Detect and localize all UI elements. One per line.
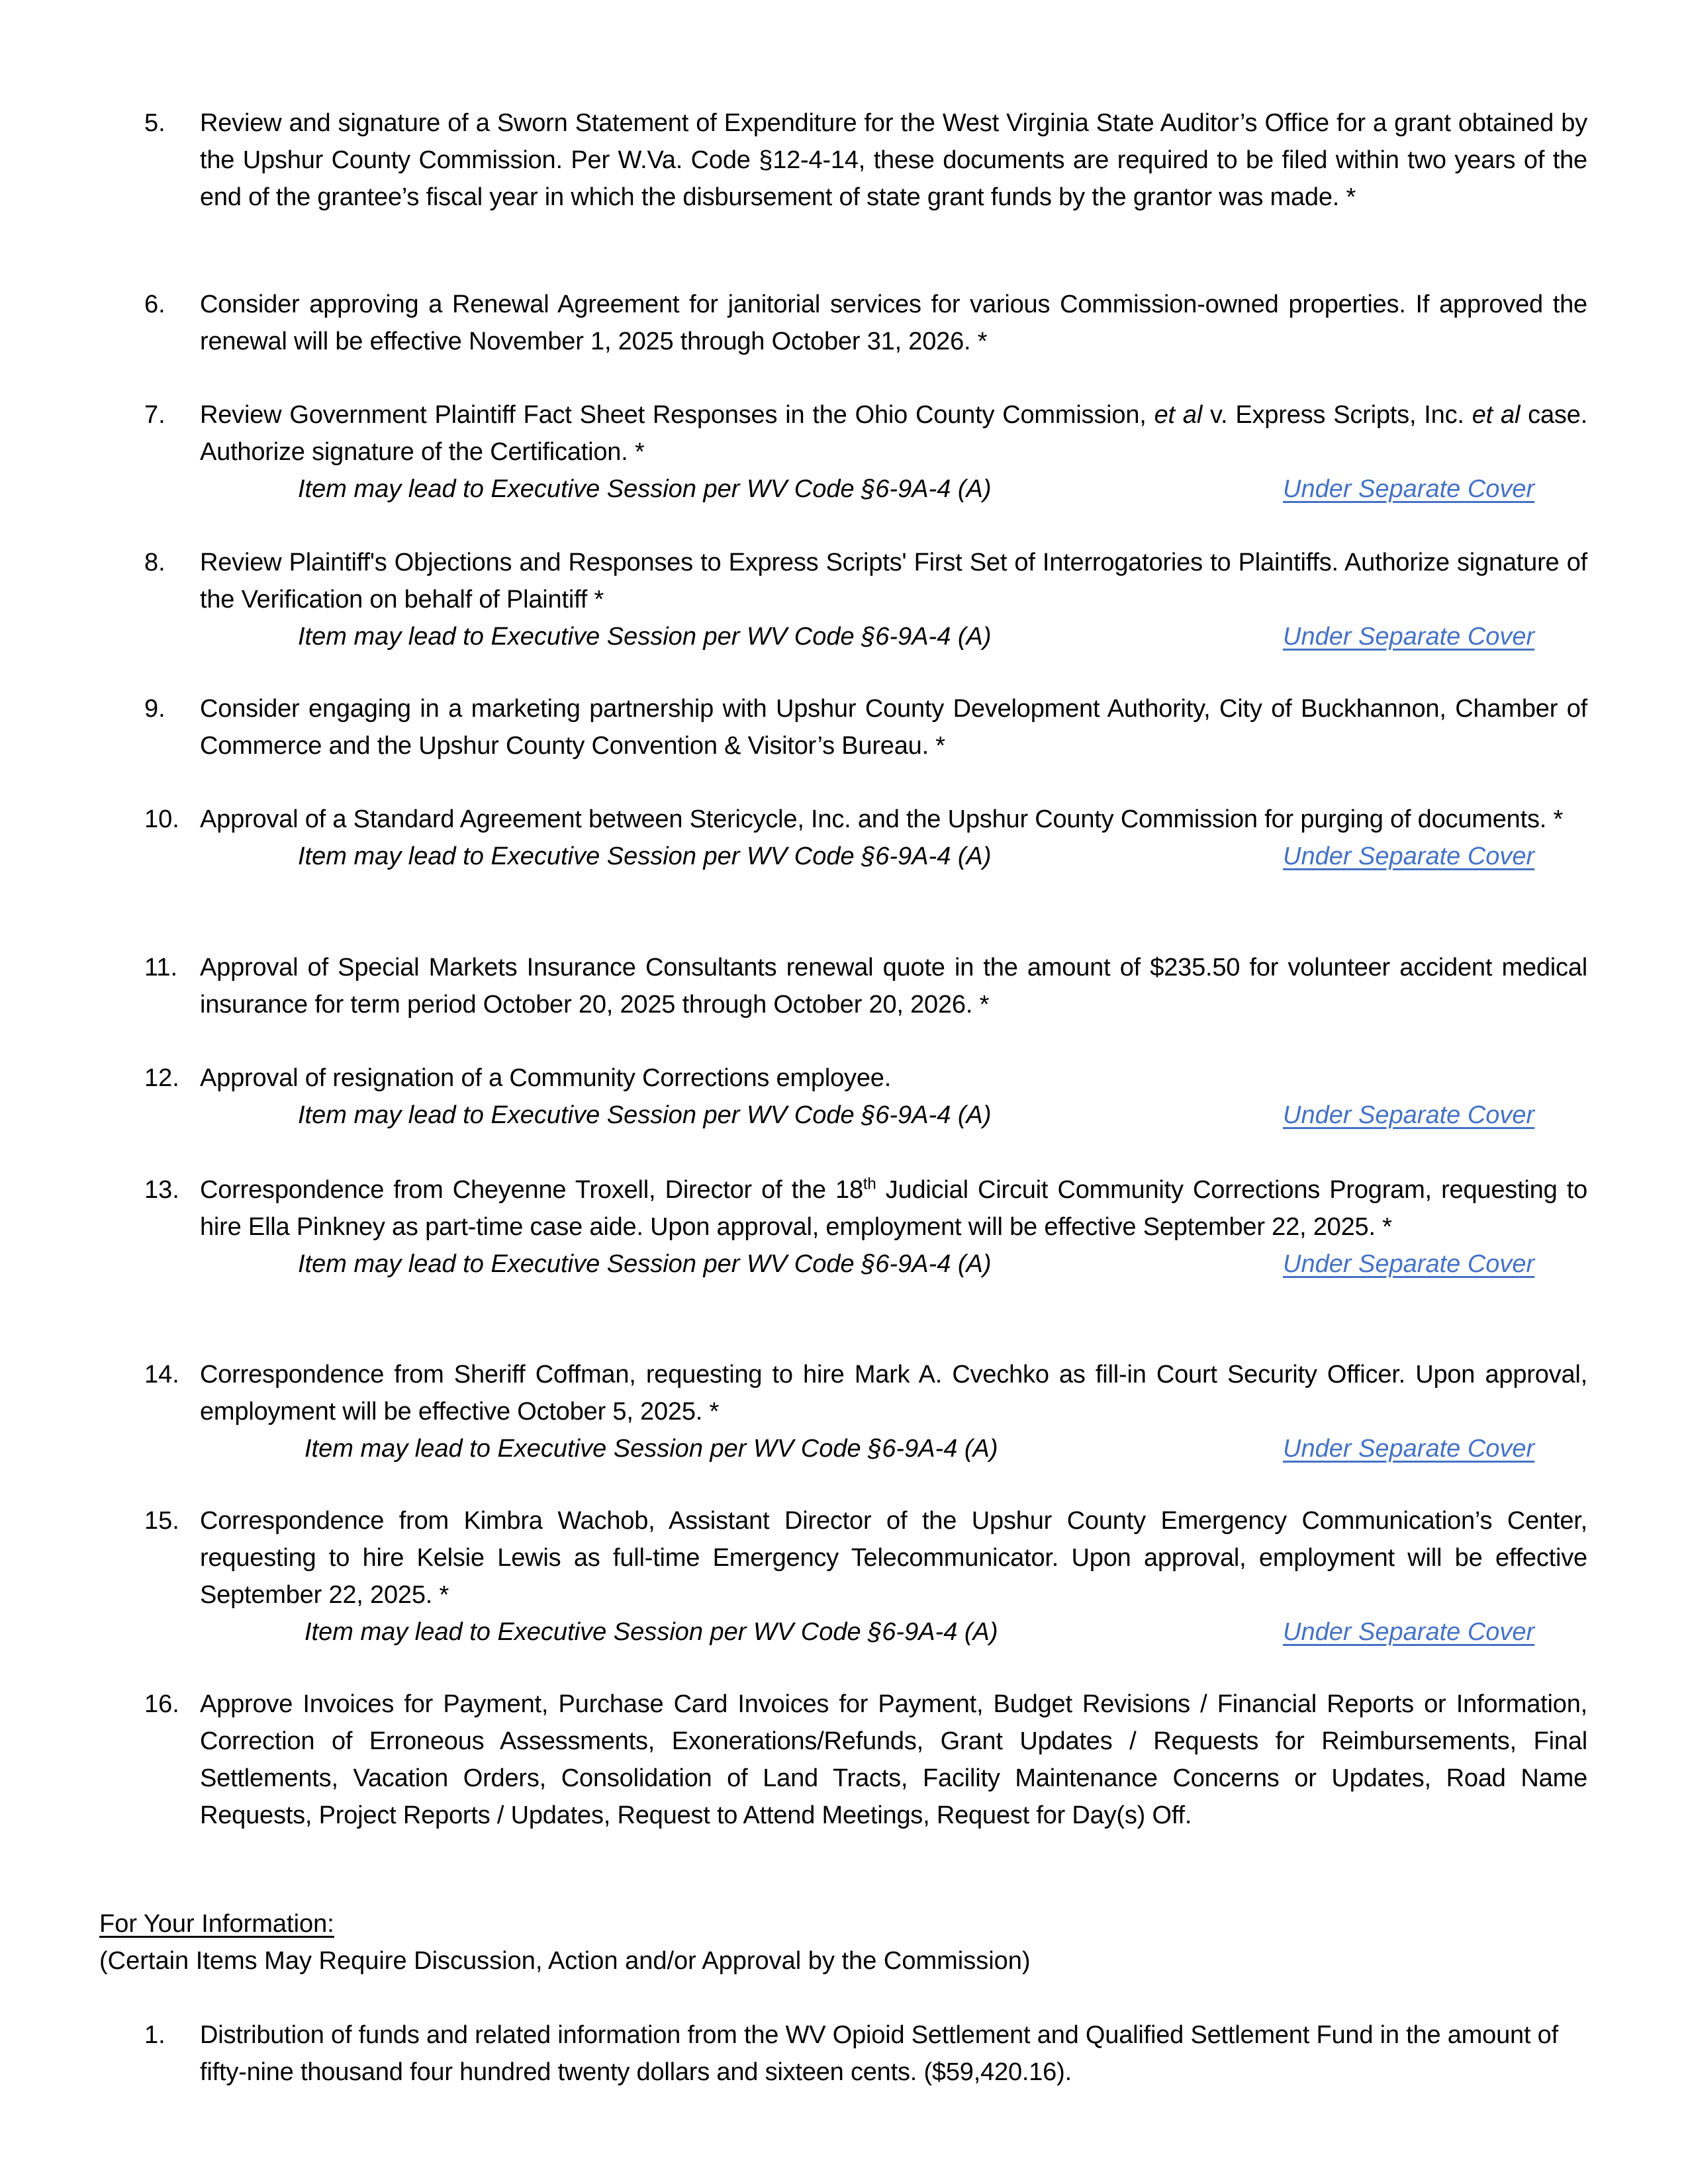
item-text: Review and signature of a Sworn Statement of Expenditure for the West Virginia State Auditor’s Office for a grant obtained by the Upshur County Commission. Per W.Va. Code §12-4-14, these documents are required to be filed within two years of the end of the grantee’s fiscal year in which the disbursement of state grant funds by the grantor was made. * xyxy=(200,109,1587,211)
under-separate-cover-link[interactable]: Under Separate Cover xyxy=(1283,1618,1535,1646)
item-number: 6. xyxy=(144,291,165,318)
agenda-item-12 xyxy=(144,1060,1587,1134)
executive-session-note xyxy=(144,1246,1587,1283)
item-number: 14. xyxy=(144,1361,179,1388)
executive-session-note xyxy=(144,1097,1587,1134)
item-text: Approval of a Standard Agreement between Stericycle, Inc. and the Upshur County Commission for purging of documents. * xyxy=(200,805,1564,833)
item-text: Review Plaintiff's Objections and Responses to Express Scripts' First Set of Interrogatories to Plaintiffs. Authorize signature of the Verification on behalf of Plaintiff * xyxy=(200,549,1587,614)
agenda-item-8 xyxy=(144,544,1587,655)
executive-session-text: Item may lead to Executive Session per WV Code §6-9A-4 (A) xyxy=(298,842,992,870)
text-segment: Judicial Circuit Community Corrections Program, requesting to hire Ella Pinkney as part-time case aide. Upon approval, employment will be effective September 22, 2025. * xyxy=(200,1176,1588,1241)
item-number: 7. xyxy=(144,401,165,429)
item-text: Distribution of funds and related information from the WV Opioid Settlement and Qualified Settlement Fund in the amount of fifty-nine thousand four hundred twenty dollars and sixteen cents. ($59,420.16). xyxy=(200,2021,1558,2086)
item-text: Approval of resignation of a Community Corrections employee. xyxy=(200,1064,892,1092)
executive-session-text: Item may lead to Executive Session per WV Code §6-9A-4 (A) xyxy=(298,475,992,503)
item-number: 5. xyxy=(144,109,165,137)
item-text: Correspondence from Kimbra Wachob, Assistant Director of the Upshur County Emergency Communication’s Center, requesting to hire Kelsie Lewis as full-time Emergency Telecommunicator. Upon approval, employment will be effective September 22, 2025. * xyxy=(200,1507,1587,1609)
item-number: 13. xyxy=(144,1176,179,1204)
executive-session-note xyxy=(144,471,1587,508)
executive-session-note xyxy=(144,838,1587,875)
under-separate-cover-link[interactable]: Under Separate Cover xyxy=(1283,475,1535,503)
under-separate-cover-link[interactable]: Under Separate Cover xyxy=(1283,842,1535,870)
item-text: Consider engaging in a marketing partnership with Upshur County Development Authority, City of Buckhannon, Chamber of Commerce and the Upshur County Convention & Visitor’s Bureau. * xyxy=(200,695,1587,760)
fyi-section xyxy=(99,1905,1031,1979)
text-italic-et-al: et al xyxy=(1472,401,1521,429)
agenda-item-6 xyxy=(144,286,1587,360)
item-number: 9. xyxy=(144,695,165,723)
item-number: 8. xyxy=(144,549,165,576)
item-number: 15. xyxy=(144,1507,179,1535)
item-number: 10. xyxy=(144,805,179,833)
agenda-item-10 xyxy=(144,801,1587,875)
under-separate-cover-link[interactable]: Under Separate Cover xyxy=(1283,1250,1535,1278)
executive-session-text: Item may lead to Executive Session per WV Code §6-9A-4 (A) xyxy=(298,1101,992,1129)
agenda-item-13 xyxy=(144,1171,1587,1283)
text-segment: case. Authorize signature of the Certification. * xyxy=(200,401,1587,466)
executive-session-text: Item may lead to Executive Session per WV Code §6-9A-4 (A) xyxy=(305,1435,998,1463)
under-separate-cover-link[interactable]: Under Separate Cover xyxy=(1283,1101,1535,1129)
item-text: Approve Invoices for Payment, Purchase Card Invoices for Payment, Budget Revisions / Financial Reports or Information, Correction of Erroneous Assessments, Exonerations/Refunds, Grant Updates / Requests for Reimbursements, Final Settlements, Vacation Orders, Consolidation of Land Tracts, Facility Maintenance Concerns or Updates, Road Name Requests, Project Reports / Updates, Request to Attend Meetings, Request for Day(s) Off. xyxy=(200,1690,1587,1829)
text-segment: Correspondence from Cheyenne Troxell, Director of the 18 xyxy=(200,1176,863,1204)
executive-session-text: Item may lead to Executive Session per WV Code §6-9A-4 (A) xyxy=(305,1618,998,1646)
fyi-heading: For Your Information: xyxy=(99,1910,334,1938)
executive-session-text: Item may lead to Executive Session per WV Code §6-9A-4 (A) xyxy=(298,623,992,651)
item-number: 11. xyxy=(144,954,178,981)
agenda-item-14 xyxy=(144,1356,1587,1467)
agenda-item-5 xyxy=(144,105,1587,216)
text-segment: v. Express Scripts, Inc. xyxy=(1202,401,1472,429)
agenda-item-15 xyxy=(144,1502,1587,1651)
executive-session-note xyxy=(144,618,1587,655)
item-number: 16. xyxy=(144,1690,179,1718)
text-italic-et-al: et al xyxy=(1154,401,1203,429)
text-segment: Review Government Plaintiff Fact Sheet Responses in the Ohio County Commission, xyxy=(200,401,1154,429)
item-text xyxy=(200,396,1587,471)
agenda-item-11 xyxy=(144,949,1587,1023)
item-text xyxy=(200,1171,1587,1246)
ordinal-superscript: th xyxy=(863,1175,876,1193)
agenda-item-7 xyxy=(144,396,1587,508)
item-text: Consider approving a Renewal Agreement for janitorial services for various Commission-owned properties. If approved the renewal will be effective November 1, 2025 through October 31, 2026. * xyxy=(200,291,1587,355)
under-separate-cover-link[interactable]: Under Separate Cover xyxy=(1283,623,1535,651)
item-text: Approval of Special Markets Insurance Consultants renewal quote in the amount of $235.50 for volunteer accident medical insurance for term period October 20, 2025 through October 20, 2026. * xyxy=(200,954,1587,1019)
fyi-subtitle: (Certain Items May Require Discussion, Action and/or Approval by the Commission) xyxy=(99,1947,1031,1975)
item-number: 1. xyxy=(144,2021,165,2049)
agenda-item-16 xyxy=(144,1686,1587,1834)
executive-session-text: Item may lead to Executive Session per WV Code §6-9A-4 (A) xyxy=(298,1250,992,1278)
executive-session-note xyxy=(144,1430,1587,1467)
item-text: Correspondence from Sheriff Coffman, requesting to hire Mark A. Cvechko as fill-in Court Security Officer. Upon approval, employment will be effective October 5, 2025. * xyxy=(200,1361,1587,1426)
fyi-item-1 xyxy=(144,2017,1587,2091)
executive-session-note xyxy=(144,1614,1587,1651)
under-separate-cover-link[interactable]: Under Separate Cover xyxy=(1283,1435,1535,1463)
agenda-item-9 xyxy=(144,690,1587,764)
item-number: 12. xyxy=(144,1064,179,1092)
